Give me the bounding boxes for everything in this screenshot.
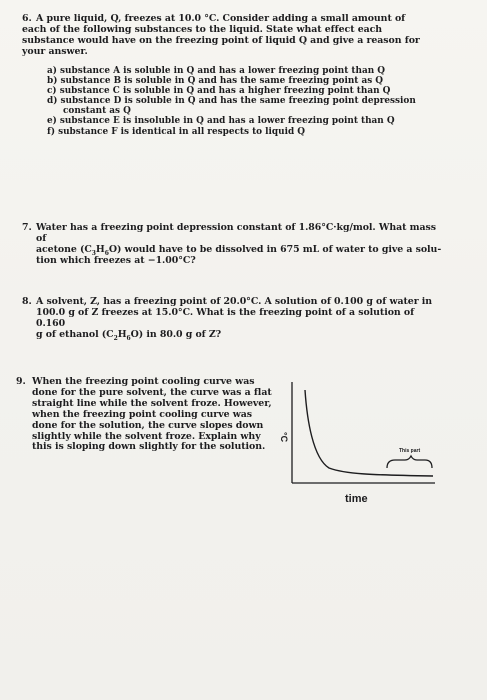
option-c: c) substance C is soluble in Q and has a higher freezing point than Q [47, 86, 391, 97]
question-9-line-1: When the freezing point cooling curve was [32, 376, 255, 387]
option-a: a) substance A is soluble in Q and has a lower freezing point than Q [47, 66, 385, 76]
cooling-curve [305, 390, 433, 476]
option-b: b) substance B is soluble in Q and has the same freezing point as Q [47, 76, 384, 87]
this-part-label: This part [399, 448, 421, 454]
bleed-through-text [40, 180, 43, 190]
cooling-curve-graph [275, 380, 445, 510]
question-9-line-5: done for the solution, the curve slopes down [32, 419, 264, 431]
question-6-text: A pure liquid, Q, freezes at 10.0 °C. Consider adding a small amount of each of the following substances to the liquid. State what effect each substance would have on the freezing point of liquid Q and give a reason for your answer. [22, 13, 420, 57]
question-8-line-2: 100.0 g of Z freezes at 15.0°C. What is the freezing point of a solution of 0.160 [36, 306, 415, 329]
y-axis-label: °C [279, 432, 289, 443]
question-9 [16, 377, 278, 453]
question-6-number: 6. [22, 13, 32, 24]
question-9-line-3: straight line while the solvent froze. However, [32, 397, 272, 409]
question-9-number: 9. [16, 376, 26, 387]
option-d: d) substance D is soluble in Q and has the same freezing point depression constant as Q [47, 96, 416, 117]
question-8-number: 8. [22, 296, 32, 307]
question-8-line-3: g of ethanol $(C_2H_6O)$ in 80.0 g of Z? [36, 328, 222, 342]
question-7-number: 7. [22, 222, 32, 233]
option-f: f) substance F is identical in all respects to liquid Q [47, 126, 305, 137]
question-7-line-3: tion which freezes at −1.00°C? [36, 254, 196, 266]
x-axis-label: time [345, 493, 368, 505]
question-9-line-6: slightly while the solvent froze. Explain why [32, 430, 261, 442]
question-7 [22, 223, 442, 267]
question-6-options [47, 66, 432, 137]
question-8 [22, 297, 442, 341]
question-9-line-7: this is sloping down slightly for the solution. [32, 441, 266, 453]
this-part-brace [387, 456, 432, 468]
question-8-line-1: A solvent, Z, has a freezing point of 20.0°C. A solution of 0.100 g of water in [36, 296, 433, 307]
question-7-line-1: Water has a freezing point depression constant of 1.86°C·kg/mol. What mass of [36, 222, 436, 244]
question-9-line-2: done for the pure solvent, the curve was a flat [32, 386, 272, 398]
question-9-line-4: when the freezing point cooling curve was [32, 408, 252, 420]
question-7-line-2: acetone $(C_3H_6O)$ would have to be dissolved in 675 mL of water to give a solu- [36, 243, 442, 257]
option-e: e) substance E is insoluble in Q and has a lower freezing point than Q [47, 116, 395, 127]
